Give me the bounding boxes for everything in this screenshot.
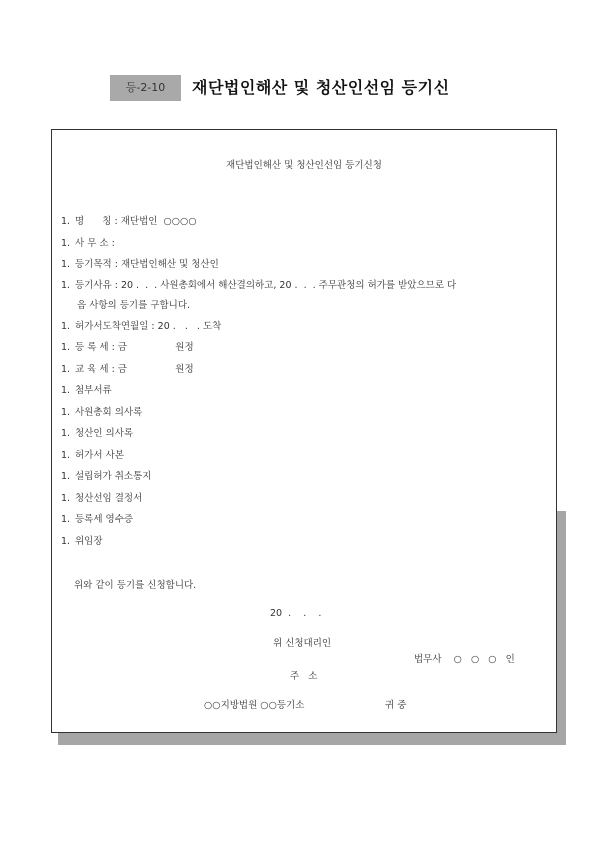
lawyer-signature: 법무사 ○ ○ ○ 인 (414, 654, 515, 665)
form-item-office: 1. 사 무 소 : (61, 237, 115, 249)
recipient-honorific: 귀 중 (385, 700, 407, 711)
application-form (51, 129, 557, 733)
form-item-registration-tax: 1. 등 록 세 : 금 원정 (61, 342, 194, 353)
form-item-reason: 1. 등기사유 : 20 . . . 사원총회에서 해산결의하고, 20 . . . 주무관청의 허가를 받았으므로 다 음 사항의 등기를 구합니다. (61, 279, 457, 311)
form-code-badge: 등-2-10 (110, 75, 181, 101)
address-label: 주 소 (290, 671, 318, 682)
form-item-permit-copy: 1. 허가서 사본 (61, 449, 124, 461)
form-item-power-of-attorney: 1. 위임장 (61, 535, 103, 547)
form-item-name: 1. 명 칭 : 재단법인 ○○○○ (61, 216, 197, 227)
form-item-list (61, 211, 551, 552)
form-title: 재단법인해산 및 청산인선임 등기신청 (226, 160, 382, 171)
form-item-liquidator-minutes: 1. 청산인 의사록 (61, 428, 134, 439)
application-date: 20 . . . (270, 608, 322, 619)
applicant-label: 위 신청대리인 (273, 638, 332, 649)
form-item-purpose: 1. 등기목적 : 재단법인해산 및 청산인 (61, 259, 219, 270)
form-item-liquidator-decision: 1. 청산선임 결정서 (61, 492, 143, 504)
application-statement: 위와 같이 등기를 신청합니다. (74, 580, 197, 591)
court-registry: ○○지방법원 ○○등기소 (204, 700, 305, 711)
form-item-tax-receipt: 1. 등록세 영수증 (61, 514, 134, 525)
form-item-general-meeting-minutes: 1. 사원총회 의사록 (61, 406, 143, 418)
page-title: 재단법인해산 및 청산인선임 등기신 (192, 78, 450, 97)
form-item-education-tax: 1. 교 육 세 : 금 원정 (61, 363, 194, 375)
form-item-attachments: 1. 첨부서류 (61, 385, 112, 396)
form-item-permit-arrival-date: 1. 허가서도착연월일 : 20 . . . 도착 (61, 320, 222, 332)
form-item-revocation-notice: 1. 설립허가 취소통지 (61, 471, 152, 482)
